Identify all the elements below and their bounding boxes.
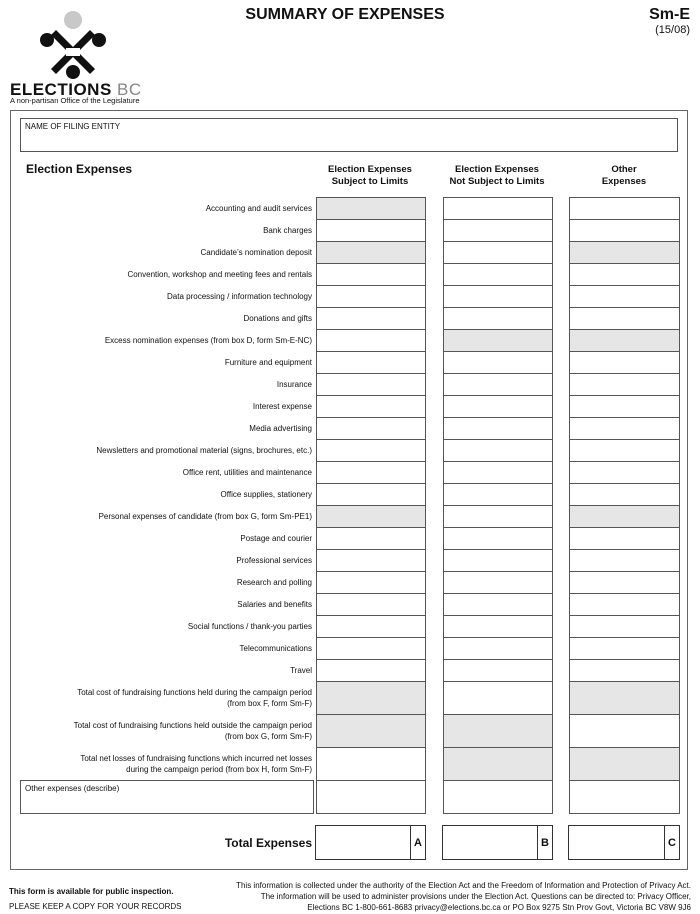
amount-cell[interactable] [569,659,680,682]
box-tag: A [410,826,425,859]
amount-cell[interactable] [443,483,553,506]
amount-cell[interactable] [443,527,553,550]
amount-cell[interactable] [569,714,680,748]
logo-wordmark: ELECTIONS BC [10,80,142,99]
box-tag: C [664,826,679,859]
amount-cell[interactable] [569,197,680,220]
expense-row-label: Office supplies, stationery [220,490,312,499]
amount-cell [569,681,680,715]
amount-cell[interactable] [569,637,680,660]
total-box-b[interactable] [442,825,553,860]
expense-row-label: Excess nomination expenses (from box D, form Sm-E-NC) [104,336,312,345]
amount-cell[interactable] [569,615,680,638]
amount-cell[interactable] [569,395,680,418]
privacy-notice [191,880,691,913]
amount-cell[interactable] [443,307,553,330]
amount-cell[interactable] [569,439,680,462]
amount-cell[interactable] [443,571,553,594]
column-header-line: Subject to Limits [331,176,409,187]
total-expenses-label: Total Expenses [224,836,312,850]
expense-row-label: Newsletters and promotional material (signs, brochures, etc.) [96,446,312,455]
privacy-line: Elections BC 1-800-661-8683 privacy@elections.bc.ca or PO Box 9275 Stn Prov Govt, Victoria BC V8W 9J6 [307,903,691,912]
amount-cell[interactable] [316,527,426,550]
amount-cell[interactable] [569,527,680,550]
amount-cell[interactable] [569,263,680,286]
amount-cell[interactable] [316,373,426,396]
amount-cell[interactable] [443,439,553,462]
amount-cell[interactable] [316,483,426,506]
expense-row-label: Interest expense [252,402,312,411]
expense-row-label: Research and polling [236,578,312,587]
amount-cell[interactable] [443,505,553,528]
amount-cell[interactable] [569,285,680,308]
column-header-line: Expenses [601,176,647,187]
column-header-subject-to-limits [300,164,440,188]
footer-notice [9,884,182,914]
expense-row-label: Total cost of fundraising functions held outside the campaign period (from box G, form Sm-F) [73,721,312,741]
amount-cell[interactable] [443,241,553,264]
amount-cell[interactable] [569,549,680,572]
column-header-line: Election Expenses [328,164,412,175]
expense-row-label: Donations and gifts [243,314,312,323]
amount-cell[interactable] [443,285,553,308]
amount-cell [443,714,553,748]
amount-cell[interactable] [316,593,426,616]
amount-cell[interactable] [569,571,680,594]
amount-cell[interactable] [443,395,553,418]
column-header-not-subject-to-limits [427,164,567,188]
amount-cell [316,505,426,528]
amount-cell[interactable] [443,659,553,682]
amount-cell[interactable] [316,571,426,594]
amount-cell[interactable] [443,593,553,616]
amount-cell[interactable] [569,483,680,506]
amount-cell[interactable] [443,780,553,814]
page-title: SUMMARY OF EXPENSES [245,6,445,23]
expense-row-label: Personal expenses of candidate (from box G, form Sm-PE1) [98,512,312,521]
amount-cell[interactable] [316,659,426,682]
expense-row-label: Travel [290,666,312,675]
expense-row-label: Convention, workshop and meeting fees and rentals [127,270,312,279]
amount-cell[interactable] [443,197,553,220]
amount-cell[interactable] [316,439,426,462]
amount-cell[interactable] [443,373,553,396]
filing-entity-field[interactable] [20,118,678,152]
amount-cell [316,681,426,715]
amount-cell[interactable] [316,747,426,781]
amount-cell [569,747,680,781]
amount-cell[interactable] [569,373,680,396]
section-title: Election Expenses [26,162,133,176]
amount-cell [443,747,553,781]
expense-row-label: Telecommunications [239,644,312,653]
amount-cell[interactable] [316,307,426,330]
amount-cell[interactable] [443,351,553,374]
amount-cell[interactable] [569,219,680,242]
amount-cell[interactable] [316,637,426,660]
amount-cell [316,714,426,748]
total-box-a[interactable] [315,825,426,860]
amount-cell[interactable] [443,417,553,440]
amount-cell[interactable] [316,351,426,374]
amount-cell[interactable] [569,593,680,616]
expense-row-label: Furniture and equipment [224,358,312,367]
amount-cell[interactable] [316,417,426,440]
expense-row-label: Social functions / thank-you parties [187,622,312,631]
amount-cell[interactable] [569,461,680,484]
privacy-line: The information will be used to administer provisions under the Election Act. Questions can be directed to: Privacy Officer, [260,892,691,901]
amount-cell [569,241,680,264]
expense-row-label: Office rent, utilities and maintenance [182,468,312,477]
amount-cell[interactable] [316,461,426,484]
form-version: (15/08) [655,24,690,36]
amount-cell [443,329,553,352]
amount-cell [569,505,680,528]
amount-cell[interactable] [316,329,426,352]
amount-cell [316,241,426,264]
expense-row-label: Postage and courier [240,534,312,543]
expense-row-label: Total cost of fundraising functions held during the campaign period (from box F, form Sm-F) [77,688,312,708]
amount-cell[interactable] [443,637,553,660]
column-header-line: Other [611,164,637,175]
expense-row-label: Bank charges [263,226,312,235]
public-inspection-note: This form is available for public inspection. [9,887,174,896]
expense-row-label: Total net losses of fundraising functions which incurred net losses during the campaign period (from box H, form Sm-F) [80,754,312,774]
amount-cell[interactable] [316,263,426,286]
amount-cell[interactable] [443,263,553,286]
form-code [649,6,690,36]
expense-row-label: Data processing / information technology [167,292,312,301]
expense-row-label: Accounting and audit services [205,204,312,213]
column-header-other-expenses [554,164,694,188]
expense-row-label: Salaries and benefits [237,600,312,609]
amount-cell[interactable] [443,681,553,715]
keep-copy-note: PLEASE KEEP A COPY FOR YOUR RECORDS [9,902,182,911]
amount-cell[interactable] [443,461,553,484]
amount-cell[interactable] [316,285,426,308]
expense-row-label: Candidate’s nomination deposit [200,248,312,257]
amount-cell[interactable] [316,780,426,814]
amount-cell[interactable] [569,307,680,330]
amount-cell[interactable] [316,219,426,242]
amount-cell[interactable] [443,549,553,572]
expense-row-label: Media advertising [249,424,312,433]
box-tag: B [537,826,552,859]
amount-cell[interactable] [443,615,553,638]
amount-cell[interactable] [569,780,680,814]
expense-row-label: Professional services [236,556,312,565]
column-header-line: Not Subject to Limits [449,176,545,187]
amount-cell[interactable] [443,219,553,242]
amount-cell[interactable] [316,395,426,418]
form-code-id: Sm-E [649,6,690,23]
amount-cell[interactable] [569,351,680,374]
amount-cell [316,197,426,220]
filing-entity-label: NAME OF FILING ENTITY [25,122,121,131]
expense-row-label: Insurance [276,380,312,389]
privacy-line: This information is collected under the authority of the Election Act and the Freedom of Information and Protection of Privacy Act. [236,881,691,890]
amount-cell[interactable] [316,615,426,638]
other-expenses-label: Other expenses (describe) [25,784,120,793]
amount-cell [569,329,680,352]
amount-cell[interactable] [569,417,680,440]
logo-tagline: A non-partisan Office of the Legislature [10,96,140,105]
other-expenses-field[interactable] [20,780,314,814]
column-header-line: Election Expenses [455,164,539,175]
total-box-c[interactable] [568,825,680,860]
amount-cell[interactable] [316,549,426,572]
